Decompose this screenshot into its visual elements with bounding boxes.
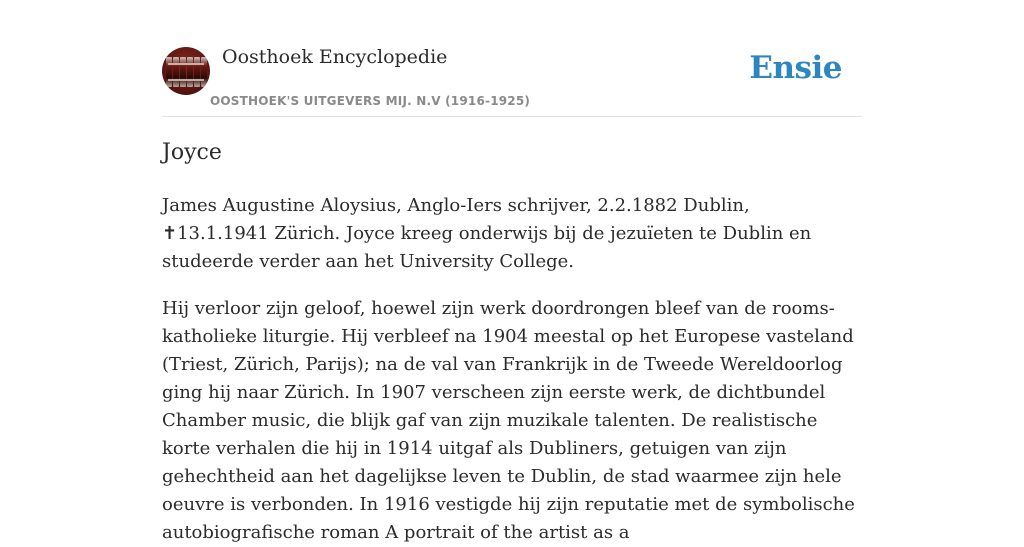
- book-spine-icon: [187, 57, 193, 87]
- book-spine-icon: [180, 57, 186, 87]
- site-title-link[interactable]: Oosthoek Encyclopedie: [222, 46, 448, 68]
- page-container: [162, 0, 862, 543]
- article-title: Joyce: [162, 140, 222, 165]
- books-avatar-icon[interactable]: [162, 47, 210, 95]
- book-band: [168, 63, 204, 65]
- book-spine-icon: [173, 57, 179, 87]
- book-spine-icon: [201, 57, 207, 87]
- publisher-label: OOSTHOEK'S UITGEVERS MIJ. N.V (1916-1925): [210, 94, 531, 108]
- book-spine-icon: [194, 57, 200, 87]
- site-header: [162, 0, 862, 117]
- book-band: [168, 79, 204, 81]
- article-paragraph: Hij verloor zijn geloof, hoewel zijn werk doordrongen bleef van de rooms-katholieke liturgie. Hij verbleef na 1904 meestal op het Europese vasteland (Triest, Zürich, Parijs); na de val van Frankrijk in de Tweede Wereldoorlog ging hij naar Zürich. In 1907 verscheen zijn eerste werk, de dichtbundel Chamber music, die blijk gaf van zijn muzikale talenten. De realistische korte verhalen die hij in 1914 uitgaf als Dubliners, getuigen van zijn gehechtheid aan het dagelijkse leven te Dublin, de stad waarmee zijn hele oeuvre is verbonden. In 1916 vestigde hij zijn reputatie met de symbolische autobiografische roman A portrait of the artist as a: [162, 298, 855, 543]
- ensie-logo-link[interactable]: Ensie: [749, 50, 842, 86]
- article-paragraph: James Augustine Aloysius, Anglo-Iers schrijver, 2.2.1882 Dublin, ✝13.1.1941 Zürich. Joyce kreeg onderwijs bij de jezuïeten te Dublin en studeerde verder aan het University College.: [162, 195, 812, 272]
- book-spine-icon: [166, 57, 172, 87]
